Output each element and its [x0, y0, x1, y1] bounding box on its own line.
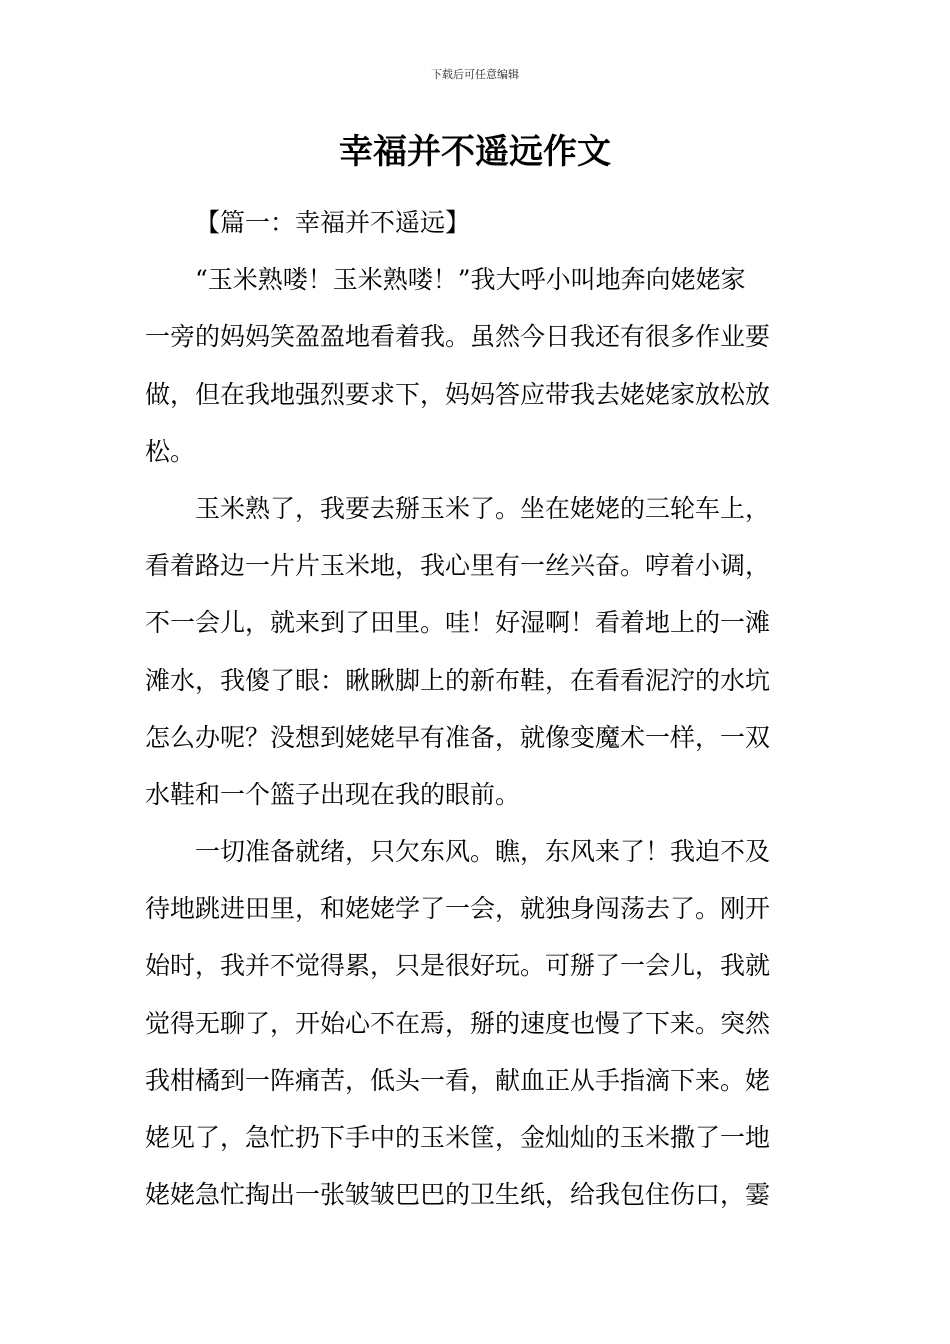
text-line: 怎么办呢？没想到姥姥早有准备，就像变魔术一样，一双 — [145, 722, 771, 752]
text-line: 一切准备就绪，只欠东风。瞧，东风来了！我迫不及 — [195, 837, 771, 867]
text-line: 不一会儿，就来到了田里。哇！好湿啊！看着地上的一滩 — [145, 608, 771, 638]
text-line: 看着路边一片片玉米地，我心里有一丝兴奋。哼着小调， — [145, 551, 771, 581]
text-line: 待地跳进田里，和姥姥学了一会，就独身闯荡去了。刚开 — [145, 894, 771, 924]
paragraph-1 — [145, 251, 810, 480]
document-body — [145, 194, 810, 1223]
section-heading: 【篇一：幸福并不遥远】 — [195, 208, 471, 237]
text-line: 一旁的妈妈笑盈盈地看着我。虽然今日我还有很多作业要 — [145, 322, 771, 352]
document-title: 幸福并不遥远作文 — [339, 132, 611, 172]
text-line: 水鞋和一个篮子出现在我的眼前。 — [145, 779, 521, 809]
paragraph-2 — [145, 480, 810, 823]
paragraph-3 — [145, 823, 810, 1223]
text-line: 姥姥急忙掏出一张皱皱巴巴的卫生纸，给我包住伤口，霎 — [145, 1180, 771, 1210]
text-line: “玉米熟喽！玉米熟喽！”我大呼小叫地奔向姥姥家 — [195, 265, 746, 295]
header-note: 下载后可任意编辑 — [431, 68, 519, 81]
text-line: 姥见了，急忙扔下手中的玉米筐，金灿灿的玉米撒了一地 — [145, 1123, 771, 1152]
text-line: 我柑橘到一阵痛苦，低头一看，献血正从手指滴下来。姥 — [145, 1065, 771, 1095]
text-line: 玉米熟了，我要去掰玉米了。坐在姥姥的三轮车上， — [195, 493, 771, 523]
text-line: 松。 — [145, 436, 196, 466]
text-line: 觉得无聊了，开始心不在焉，掰的速度也慢了下来。突然 — [145, 1008, 771, 1038]
text-line: 始时，我并不觉得累，只是很好玩。可掰了一会儿，我就 — [145, 951, 771, 981]
text-line: 做，但在我地强烈要求下，妈妈答应带我去姥姥家放松放 — [145, 379, 771, 409]
text-line: 滩水，我傻了眼：瞅瞅脚上的新布鞋，在看看泥泞的水坑 — [145, 665, 771, 695]
